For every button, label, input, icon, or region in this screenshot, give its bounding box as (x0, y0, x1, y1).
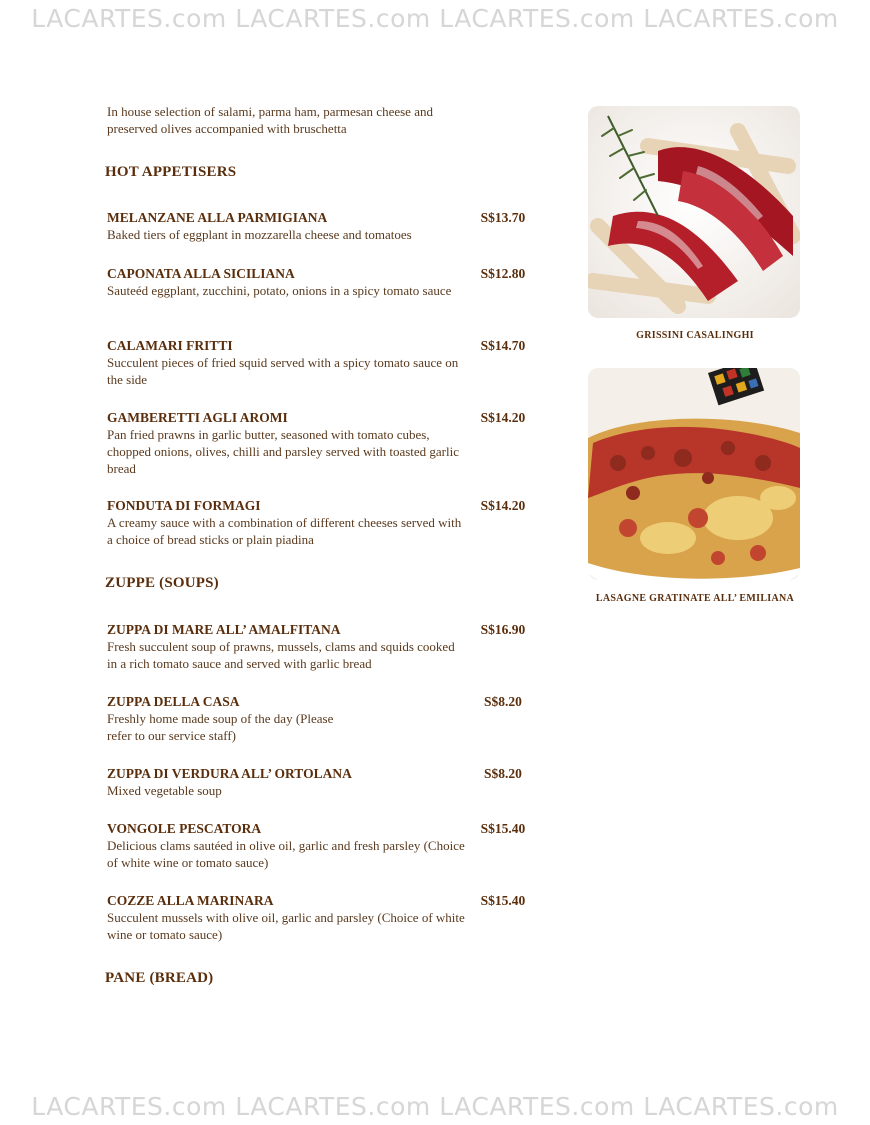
watermark-bottom: LACARTES.com LACARTES.com LACARTES.com LACARTES.com (31, 1092, 839, 1121)
item-description: Delicious clams sautéed in olive oil, garlic and fresh parsley (Choice of white wine or tomato sauce) (107, 838, 465, 870)
item-price: S$16.90 (480, 622, 526, 637)
item-description: Baked tiers of eggplant in mozzarella cheese and tomatoes (107, 227, 412, 242)
item-price: S$15.40 (480, 821, 526, 836)
item-description: Freshly home made soup of the day (Please refer to our service staff) (107, 711, 334, 743)
item-price: S$15.40 (480, 893, 526, 908)
item-description: Mixed vegetable soup (107, 783, 222, 798)
item-name: CALAMARI FRITTI (107, 338, 233, 353)
item-price: S$8.20 (484, 694, 522, 709)
intro-description: In house selection of salami, parma ham, parmesan cheese and preserved olives accompanied with bruschetta (107, 104, 433, 136)
item-name: FONDUTA DI FORMAGI (107, 498, 261, 513)
item-name: ZUPPA DELLA CASA (107, 694, 240, 709)
item-name: GAMBERETTI AGLI AROMI (107, 410, 288, 425)
photo-caption: GRISSINI CASALINGHI (636, 330, 754, 341)
grissini-photo (588, 106, 800, 318)
menu-item (107, 693, 537, 744)
photo-caption: LASAGNE GRATINATE ALL’ EMILIANA (595, 593, 795, 604)
item-price: S$13.70 (480, 210, 526, 225)
item-price: S$14.70 (480, 338, 526, 353)
section-heading-hot-appetisers: HOT APPETISERS (105, 164, 237, 180)
item-description: Fresh succulent soup of prawns, mussels, clams and squids cooked in a rich tomato sauce and served with garlic bread (107, 639, 455, 671)
item-description: Succulent pieces of fried squid served with a spicy tomato sauce on the side (107, 355, 459, 387)
item-name: MELANZANE ALLA PARMIGIANA (107, 210, 328, 225)
item-description: Sauteéd eggplant, zucchini, potato, onions in a spicy tomato sauce (107, 283, 452, 298)
item-description: Succulent mussels with olive oil, garlic and parsley (Choice of white wine or tomato sauce) (107, 910, 465, 942)
item-name: VONGOLE PESCATORA (107, 821, 262, 836)
menu-item (107, 497, 537, 548)
item-name: ZUPPA DI VERDURA ALL’ ORTOLANA (107, 766, 352, 781)
item-name: ZUPPA DI MARE ALL’ AMALFITANA (107, 622, 341, 637)
watermark-top: LACARTES.com LACARTES.com LACARTES.com LACARTES.com (31, 4, 839, 33)
menu-item (107, 621, 537, 672)
menu-item (107, 209, 537, 243)
menu-item (107, 409, 537, 477)
item-description: Pan fried prawns in garlic butter, seasoned with tomato cubes, chopped onions, olives, chilli and parsley served with toasted garlic bread (107, 427, 459, 476)
item-price: S$14.20 (480, 410, 526, 425)
menu-item (107, 265, 537, 299)
menu-item (107, 337, 537, 388)
section-heading-bread: PANE (BREAD) (105, 970, 214, 986)
menu-item (107, 892, 537, 943)
item-price: S$8.20 (484, 766, 522, 781)
item-name: CAPONATA ALLA SICILIANA (107, 266, 295, 281)
item-price: S$14.20 (480, 498, 526, 513)
item-price: S$12.80 (480, 266, 526, 281)
item-description: A creamy sauce with a combination of different cheeses served with a choice of bread sticks or plain piadina (107, 515, 462, 547)
item-name: COZZE ALLA MARINARA (107, 893, 274, 908)
menu-item (107, 765, 537, 799)
section-heading-soups: ZUPPE (SOUPS) (105, 575, 219, 591)
menu-item (107, 820, 537, 871)
lasagne-photo (588, 368, 800, 580)
